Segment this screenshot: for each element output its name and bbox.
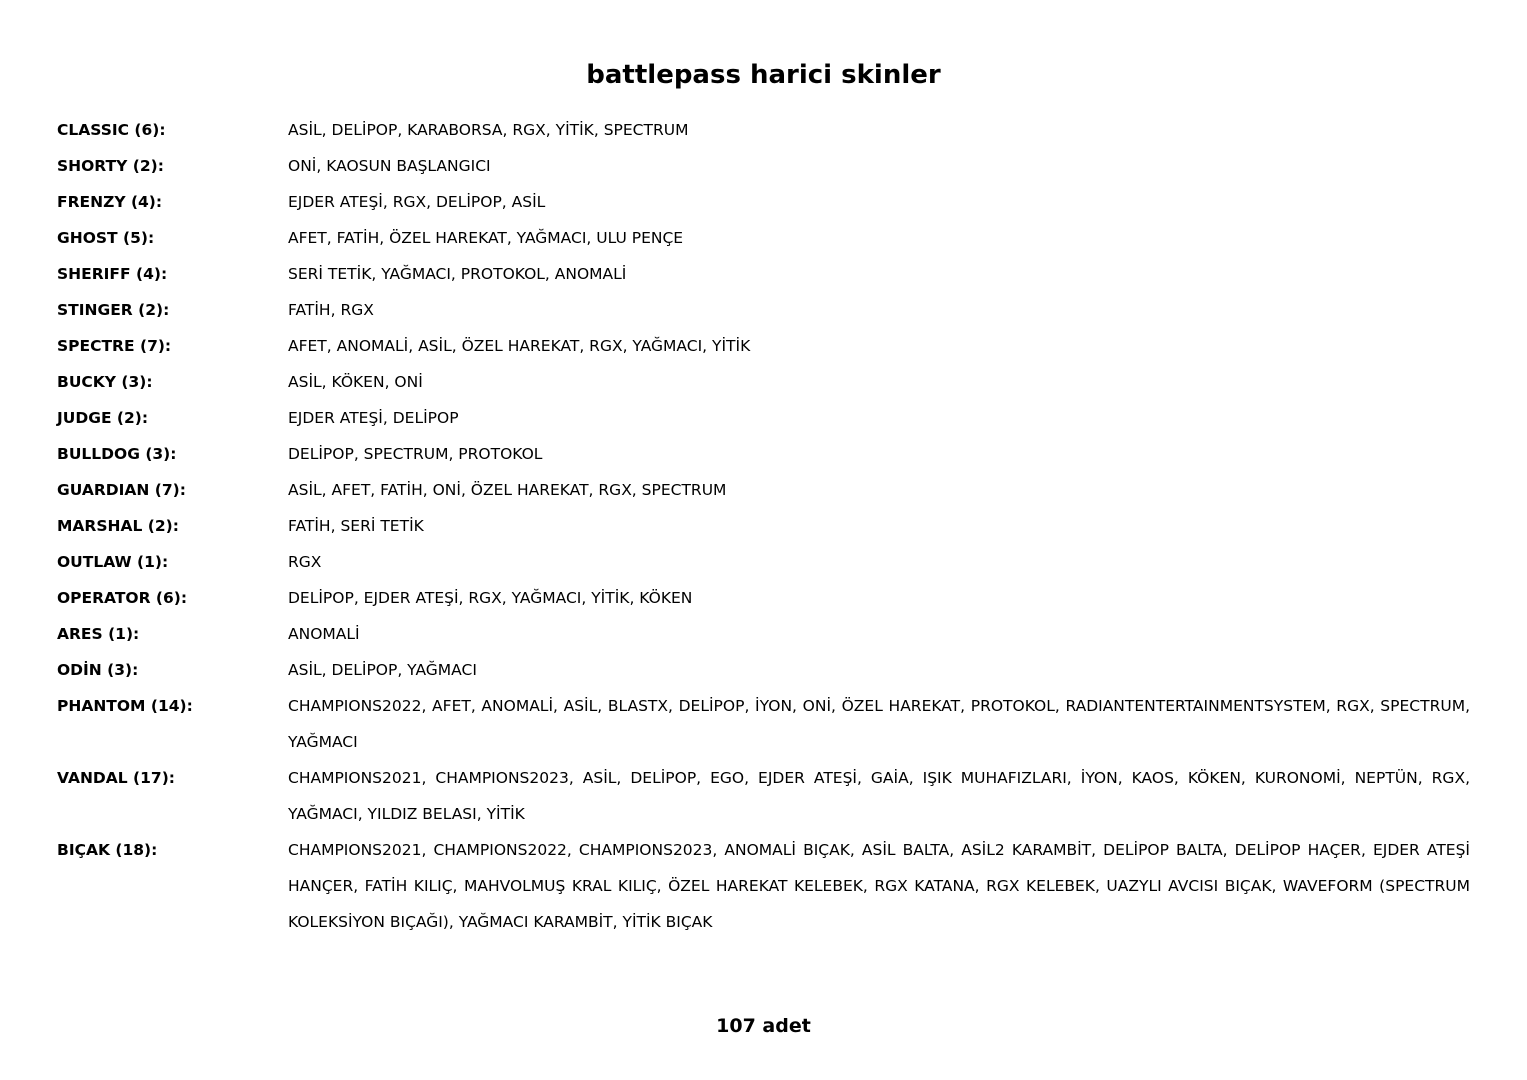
weapon-skins: FATİH, SERİ TETİK (288, 517, 424, 535)
weapon-label: SHERIFF (4): (57, 265, 168, 283)
weapon-skins: ASİL, AFET, FATİH, ONİ, ÖZEL HAREKAT, RGX, SPECTRUM (288, 481, 727, 499)
weapon-skins: RGX (288, 553, 322, 571)
weapon-row (57, 580, 1470, 616)
weapon-row (57, 508, 1470, 544)
weapon-label: PHANTOM (14): (57, 697, 193, 715)
weapon-row (57, 832, 1470, 940)
weapon-skins: EJDER ATEŞİ, RGX, DELİPOP, ASİL (288, 193, 546, 211)
weapon-row (57, 220, 1470, 256)
weapon-skins: CHAMPIONS2022, AFET, ANOMALİ, ASİL, BLASTX, DELİPOP, İYON, ONİ, ÖZEL HAREKAT, PROTOKOL, RADIANTENTERTAINMENTSYSTEM, RGX, SPECTRUM, YAĞMACI (288, 697, 1470, 751)
weapon-row (57, 112, 1470, 148)
weapon-label: STINGER (2): (57, 301, 170, 319)
weapon-label: CLASSIC (6): (57, 121, 166, 139)
weapon-label: BUCKY (3): (57, 373, 153, 391)
weapon-skins: FATİH, RGX (288, 301, 374, 319)
weapon-skins: ANOMALİ (288, 625, 360, 643)
weapon-skins: DELİPOP, EJDER ATEŞİ, RGX, YAĞMACI, YİTİK, KÖKEN (288, 589, 693, 607)
weapon-skins: EJDER ATEŞİ, DELİPOP (288, 409, 459, 427)
weapon-label: GHOST (5): (57, 229, 155, 247)
weapon-skins: AFET, FATİH, ÖZEL HAREKAT, YAĞMACI, ULU PENÇE (288, 229, 684, 247)
weapon-skins: ONİ, KAOSUN BAŞLANGICI (288, 157, 491, 175)
weapon-label: MARSHAL (2): (57, 517, 179, 535)
weapon-skins: AFET, ANOMALİ, ASİL, ÖZEL HAREKAT, RGX, YAĞMACI, YİTİK (288, 337, 751, 355)
weapon-label: OPERATOR (6): (57, 589, 188, 607)
weapon-label: BIÇAK (18): (57, 841, 158, 859)
weapon-label: SPECTRE (7): (57, 337, 172, 355)
weapon-label: ODİN (3): (57, 661, 139, 679)
weapon-row (57, 652, 1470, 688)
weapon-label: SHORTY (2): (57, 157, 164, 175)
weapon-skins: ASİL, DELİPOP, YAĞMACI (288, 661, 477, 679)
weapon-row (57, 148, 1470, 184)
weapon-skin-list (57, 112, 1470, 940)
weapon-skins: CHAMPIONS2021, CHAMPIONS2022, CHAMPIONS2023, ANOMALİ BIÇAK, ASİL BALTA, ASİL2 KARAMBİT, DELİPOP BALTA, DELİPOP HAÇER, EJDER ATEŞİ HANÇER, FATİH KILIÇ, MAHVOLMUŞ KRAL KILIÇ, ÖZEL HAREKAT KELEBEK, RGX KATANA, RGX KELEBEK, UAZYLI AVCISI BIÇAK, WAVEFORM (SPECTRUM KOLEKSİYON BIÇAĞI), YAĞMACI KARAMBİT, YİTİK BIÇAK (288, 841, 1470, 931)
total-count: 107 adet (716, 1015, 811, 1037)
weapon-label: VANDAL (17): (57, 769, 175, 787)
weapon-row (57, 292, 1470, 328)
weapon-skins: ASİL, DELİPOP, KARABORSA, RGX, YİTİK, SPECTRUM (288, 121, 689, 139)
weapon-skins: DELİPOP, SPECTRUM, PROTOKOL (288, 445, 543, 463)
weapon-row (57, 760, 1470, 832)
weapon-row (57, 544, 1470, 580)
weapon-skins: CHAMPIONS2021, CHAMPIONS2023, ASİL, DELİPOP, EGO, EJDER ATEŞİ, GAİA, IŞIK MUHAFIZLARI, İYON, KAOS, KÖKEN, KURONOMİ, NEPTÜN, RGX, YAĞMACI, YILDIZ BELASI, YİTİK (288, 769, 1470, 823)
weapon-row (57, 256, 1470, 292)
weapon-row (57, 472, 1470, 508)
weapon-label: ARES (1): (57, 625, 140, 643)
weapon-row (57, 436, 1470, 472)
weapon-row (57, 184, 1470, 220)
weapon-row (57, 328, 1470, 364)
weapon-row (57, 688, 1470, 760)
weapon-label: BULLDOG (3): (57, 445, 177, 463)
weapon-row (57, 400, 1470, 436)
weapon-row (57, 364, 1470, 400)
weapon-label: JUDGE (2): (57, 409, 149, 427)
weapon-label: OUTLAW (1): (57, 553, 169, 571)
weapon-label: FRENZY (4): (57, 193, 163, 211)
weapon-row (57, 616, 1470, 652)
weapon-skins: SERİ TETİK, YAĞMACI, PROTOKOL, ANOMALİ (288, 265, 627, 283)
document-title: battlepass harici skinler (586, 60, 941, 90)
weapon-label: GUARDIAN (7): (57, 481, 186, 499)
weapon-skins: ASİL, KÖKEN, ONİ (288, 373, 423, 391)
